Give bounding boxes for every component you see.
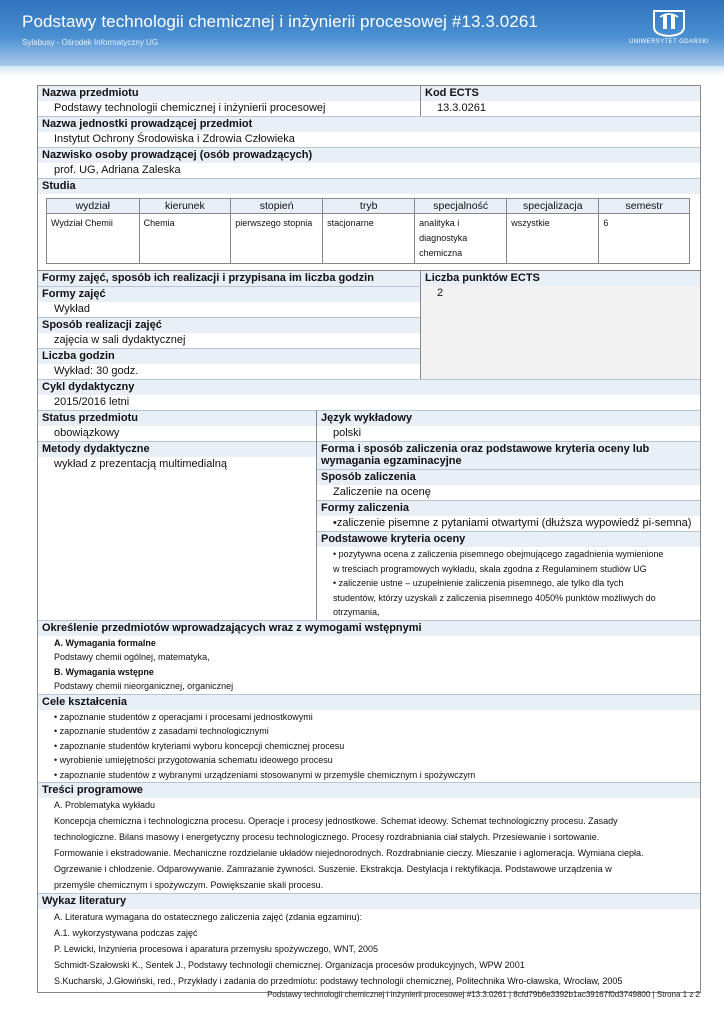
- method-label: Sposób realizacji zajęć: [38, 317, 420, 333]
- criteria-line: • zaliczenie ustne – uzupełnienie zaliczenia pisemnego, ale tylko dla tych: [333, 578, 624, 588]
- forms-section-label: Formy zajęć, sposób ich realizacji i przypisana im liczba godzin: [38, 271, 420, 286]
- ects-points-label: Liczba punktów ECTS: [421, 271, 700, 286]
- studia-cell: analityka i diagnostyka chemiczna: [415, 214, 507, 264]
- credit-forms-value: •zaliczenie pisemne z pytaniami otwartymi (dłuższa wypowiedź pi-semna): [317, 516, 700, 531]
- syllabus-document: [37, 85, 701, 993]
- course-name-label: Nazwa przedmiotu: [38, 86, 420, 101]
- criteria-line: • pozytywna ocena z zaliczenia pisemnego obejmującego zagadnienia wymienione: [333, 549, 664, 559]
- unit-label: Nazwa jednostki prowadzącej przedmiot: [38, 116, 700, 132]
- university-logo: [628, 7, 710, 53]
- studia-header: wydział: [47, 199, 140, 214]
- status-row: [38, 410, 700, 441]
- method-value: zajęcia w sali dydaktycznej: [38, 333, 420, 348]
- language-label: Język wykładowy: [317, 410, 700, 426]
- criteria-line: studentów, którzy uzyskali z zaliczenia pisemnego 4050% punktów możliwych do: [333, 592, 656, 603]
- literature-line: A.1. wykorzystywana podczas zajęć: [54, 927, 198, 938]
- forms-section: [38, 270, 700, 379]
- studia-cell: 6: [599, 214, 690, 264]
- studia-row: [47, 214, 690, 264]
- studia-table: [46, 198, 690, 264]
- studia-cell: Chemia: [139, 214, 231, 264]
- content-line: technologiczne. Bilans masowy i energetyczny procesu technologicznego. Procesy rozdrabniania ciał stałych. Przesiewanie i sortowanie.: [54, 831, 600, 842]
- literature-line: S.Kucharski, J.Głowiński, red., Przykłady i zadania do przedmiotu: podstawy technologii chemicznej, Politechnika Wro-cławska, Wrocław, 2005: [54, 975, 623, 986]
- content-lines: [38, 813, 700, 893]
- content-line: Formowanie i ekstradowanie. Mechaniczne rozdzielanie układów niejednorodnych. Rozdrabnianie cieczy. Mieszanie i aglomeracja. Wymiana ciepła.: [54, 847, 644, 858]
- studia-header: semestr: [599, 199, 690, 214]
- teacher-value: prof. UG, Adriana Zaleska: [38, 163, 700, 178]
- content-line: przemyśle chemicznym i spożywczym. Powiększanie skali procesu.: [54, 879, 324, 890]
- prereq-a-value: Podstawy chemii ogólnej, matematyka,: [54, 652, 210, 662]
- studia-cell: stacjonarne: [323, 214, 415, 264]
- goal-item: • zapoznanie studentów z wybranymi urządzeniami stosowanymi w przemyśle chemicznym i spożywczym: [54, 769, 476, 780]
- page-title: Podstawy technologii chemicznej i inżynierii procesowej #13.3.0261: [22, 12, 538, 31]
- forms-label: Formy zajęć: [38, 286, 420, 302]
- studia-header: stopień: [231, 199, 323, 214]
- status-label: Status przedmiotu: [38, 410, 316, 426]
- goal-item: • wyrobienie umiejętności przygotowania schematu ideowego procesu: [54, 755, 333, 765]
- prereq-a-label: A. Wymagania formalne: [54, 637, 156, 648]
- criteria-list: [317, 547, 700, 620]
- studia-header: specjalizacja: [507, 199, 599, 214]
- unit-value: Instytut Ochrony Środowiska i Zdrowia Człowieka: [38, 132, 700, 147]
- assessment-label: Forma i sposób zaliczenia oraz podstawowe kryteria oceny lub wymagania egzaminacyjne: [317, 441, 700, 469]
- literature-line: A. Literatura wymagana do ostatecznego zaliczenia zajęć (zdania egzaminu):: [54, 911, 363, 922]
- studia-cell: wszystkie: [507, 214, 599, 264]
- forms-value: Wykład: [38, 302, 420, 317]
- content-label: Treści programowe: [38, 782, 700, 798]
- criteria-label: Podstawowe kryteria oceny: [317, 531, 700, 547]
- hours-value: Wykład: 30 godz.: [38, 364, 420, 379]
- studia-header: specjalność: [415, 199, 507, 214]
- methods-assessment-row: [38, 441, 700, 620]
- status-value: obowiązkowy: [38, 426, 316, 441]
- studia-cell: Wydział Chemii: [47, 214, 140, 264]
- credit-method-value: Zaliczenie na ocenę: [317, 485, 700, 500]
- studia-label: Studia: [38, 178, 700, 194]
- content-line: Ogrzewanie i chłodzenie. Odparowywanie. Zamrażanie żywności. Suszenie. Ekstrakcja. Destylacja i rektyfikacja. Podstawowe urządzenia w: [54, 863, 612, 874]
- literature-line: Schmidt-Szałowski K., Sentek J., Podstawy technologii chemicznej. Organizacja procesów produkcyjnych, WPW 2001: [54, 959, 525, 970]
- cycle-value: 2015/2016 letni: [38, 395, 700, 410]
- credit-method-label: Sposób zaliczenia: [317, 469, 700, 485]
- ects-points-value: 2: [421, 286, 700, 301]
- prereq-b-value: Podstawy chemii nieorganicznej, organicznej: [54, 681, 234, 691]
- goal-item: • zapoznanie studentów kryteriami wyboru koncepcji chemicznej procesu: [54, 740, 345, 751]
- ects-code-label: Kod ECTS: [421, 86, 700, 101]
- page-footer: Podstawy technologii chemicznej i inżynierii procesowej #13.3.0261 | 8cfd79b6e3392b1ac39167f0d3749800 | Strona 1 z 2: [267, 990, 700, 999]
- prereq-label: Określenie przedmiotów wprowadzających wraz z wymogami wstępnymi: [38, 620, 700, 636]
- language-value: polski: [317, 426, 700, 441]
- content-line: Koncepcja chemiczna i technologiczna procesu. Operacje i procesy jednostkowe. Schemat ideowy. Schemat technologiczny procesu. Zasady: [54, 815, 618, 826]
- header-banner: [0, 0, 724, 66]
- content-subheading: A. Problematyka wykładu: [54, 800, 156, 810]
- studia-header: kierunek: [139, 199, 231, 214]
- studia-header-row: [47, 199, 690, 214]
- literature-lines: [38, 909, 700, 992]
- methods-value: wykład z prezentacją multimedialną: [38, 457, 316, 472]
- goal-item: • zapoznanie studentów z zasadami technologicznymi: [54, 726, 269, 736]
- course-name-row: [38, 86, 700, 116]
- ects-code: 13.3.0261: [421, 101, 700, 116]
- literature-line: P. Lewicki, Inżynieria procesowa i aparatura przemysłu spożywczego, WNT, 2005: [54, 943, 378, 954]
- methods-label: Metody dydaktyczne: [38, 441, 316, 457]
- cycle-label: Cykl dydaktyczny: [38, 379, 700, 395]
- course-name: Podstawy technologii chemicznej i inżynierii procesowej: [38, 101, 420, 116]
- teacher-label: Nazwisko osoby prowadzącej (osób prowadzących): [38, 147, 700, 163]
- goals-list: [38, 710, 700, 783]
- prereq-b-label: B. Wymagania wstępne: [54, 666, 154, 677]
- criteria-line: otrzymania,: [333, 607, 380, 617]
- studia-cell: pierwszego stopnia: [231, 214, 323, 264]
- goals-label: Cele kształcenia: [38, 694, 700, 710]
- hours-label: Liczba godzin: [38, 348, 420, 364]
- logo-text: UNIWERSYTET GDAŃSKI: [629, 39, 709, 45]
- studia-header: tryb: [323, 199, 415, 214]
- criteria-line: w treściach programowych wykładu, skala zgodna z Regulaminem studiów UG: [333, 563, 647, 574]
- page-subtitle: Sylabusy - Ośrodek Informatyczny UG: [22, 38, 159, 47]
- goal-item: • zapoznanie studentów z operacjami i procesami jednostkowymi: [54, 711, 313, 722]
- university-logo-icon: [650, 7, 688, 37]
- credit-forms-label: Formy zaliczenia: [317, 500, 700, 516]
- banner-fade: [0, 66, 724, 76]
- literature-label: Wykaz literatury: [38, 893, 700, 909]
